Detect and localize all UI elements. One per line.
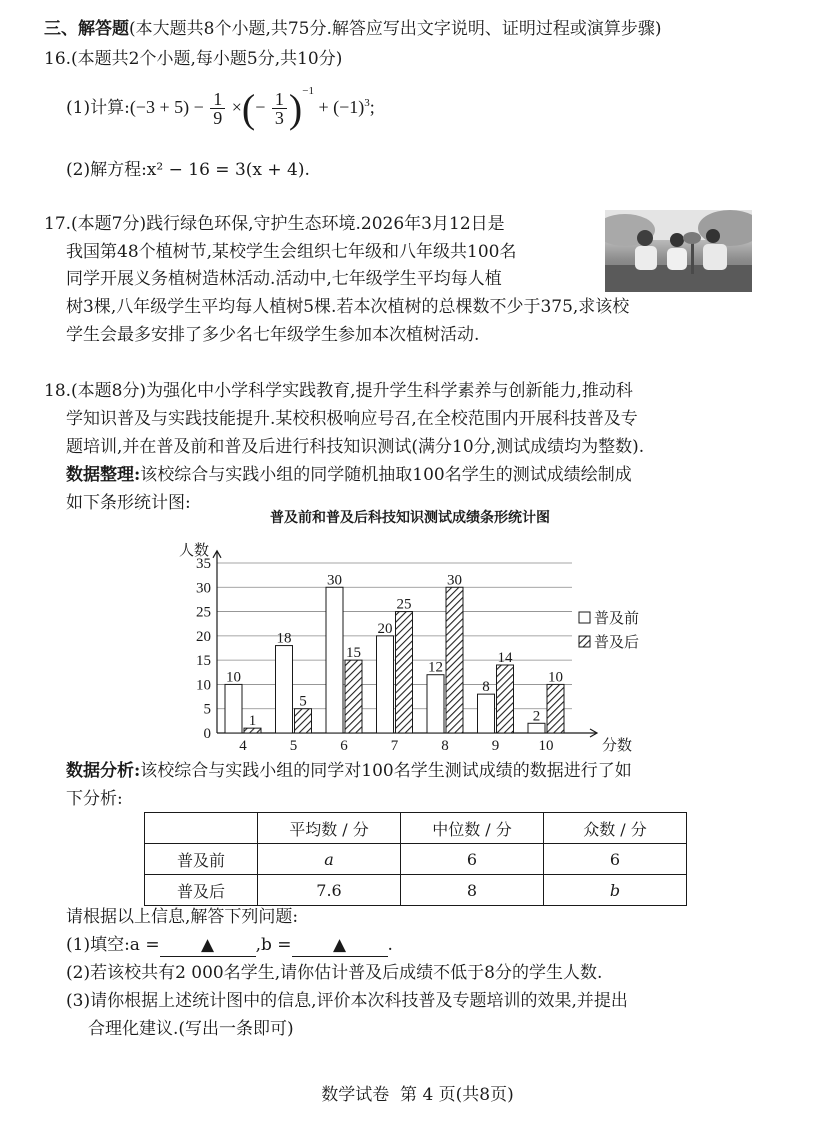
bar-before: [478, 694, 495, 733]
y-tick-label: 10: [196, 677, 211, 694]
data-label: 1: [248, 713, 257, 730]
bar-after: [497, 665, 514, 733]
sub1-a-label: (1)填空:a =: [66, 935, 160, 955]
q16-p1-prefix: (1)计算:: [66, 98, 130, 118]
bar-before: [326, 587, 343, 733]
bar-after: [295, 709, 312, 733]
data-analysis-text: 该校综合与实践小组的同学对100名学生测试成绩的数据进行了如: [140, 761, 632, 781]
data-label: 18: [276, 630, 292, 647]
answer-blank-a: ▲: [160, 934, 256, 957]
table-header: 平均数 / 分: [258, 813, 401, 844]
legend-swatch: [579, 636, 590, 647]
x-tick-label: 4: [239, 738, 247, 754]
table-cell: 普及前: [145, 844, 258, 875]
tree-planting-photo-art: [605, 210, 752, 292]
data-label: 5: [299, 693, 307, 710]
x-tick-label: 9: [491, 738, 500, 754]
section-header: [44, 18, 662, 40]
data-organize-label: 数据整理:: [66, 465, 141, 485]
frac2-den: 3: [274, 108, 284, 129]
y-tick-label: 20: [196, 628, 211, 645]
section-note: (本大题共8个小题,共75分.解答应写出文字说明、证明过程或演算步骤): [129, 19, 662, 39]
y-tick-label: 25: [196, 604, 211, 621]
table-cell: 普及后: [145, 875, 258, 906]
section-label: 三、解答题: [44, 19, 129, 39]
q18-sub2: (2)若该校共有2 000名学生,请你估计普及后成绩不低于8分的学生人数.: [66, 963, 603, 983]
q17-line-1: 17.(本题7分)践行绿色环保,守护生态环境.2026年3月12日是: [44, 214, 505, 234]
q18-sub3-line-1: (3)请你根据上述统计图中的信息,评价本次科技普及专题培训的效果,并提出: [66, 991, 628, 1011]
legend-swatch: [579, 612, 590, 623]
bar-before: [276, 646, 293, 733]
fraction-one-ninth: [210, 90, 225, 127]
page-footer: 数学试卷 第 4 页(共8页): [321, 1085, 514, 1105]
data-analysis-line: [66, 760, 632, 782]
stats-table: [144, 812, 687, 906]
q16-heading: 16.(本题共2个小题,每小题5分,共10分): [44, 49, 343, 69]
sub1-b-label: ,b =: [255, 935, 292, 955]
q18-line-2: 学知识普及与实践技能提升.某校积极响应号召,在全校范围内开展科技普及专: [66, 409, 638, 429]
fraction-one-third: [272, 90, 287, 127]
data-label: 25: [396, 596, 412, 613]
q17-line-4: 树3棵,八年级学生平均每人植树5棵.若本次植树的总棵数不少于375,求该校: [66, 297, 630, 317]
x-axis-label: 分数: [602, 738, 633, 754]
y-tick-label: 0: [203, 726, 211, 742]
data-label: 8: [482, 679, 490, 696]
q16-p1-part2: + (−1): [318, 97, 365, 117]
frac1-den: 9: [213, 108, 223, 129]
data-analysis-line-2: 下分析:: [66, 789, 123, 809]
table-row: [145, 875, 687, 906]
data-label: 12: [428, 659, 443, 676]
data-organize-line: [66, 464, 632, 486]
table-row: [145, 844, 687, 875]
sub1-end: .: [387, 935, 393, 955]
legend-label: 普及后: [594, 635, 640, 651]
x-tick-label: 6: [340, 738, 348, 754]
x-tick-label: 5: [289, 738, 298, 754]
q18-ask: 请根据以上信息,解答下列问题:: [66, 907, 299, 927]
data-label: 15: [346, 645, 361, 662]
data-label: 30: [327, 572, 342, 589]
chart-title: 普及前和普及后科技知识测试成绩条形统计图: [270, 511, 550, 526]
y-tick-label: 30: [196, 580, 211, 597]
q16-part1: [66, 78, 375, 131]
table-header: [145, 813, 258, 844]
table-cell: 6: [401, 844, 544, 875]
y-axis-label: 人数: [179, 542, 210, 559]
inner-sign: −: [255, 97, 266, 117]
x-tick-label: 7: [390, 738, 399, 754]
bar-before: [377, 636, 394, 733]
q17-line-2: 我国第48个植树节,某校学生会组织七年级和八年级共100名: [66, 242, 517, 262]
table-cell: a: [258, 844, 401, 875]
times-sign: ×: [231, 97, 242, 117]
y-tick-label: 5: [203, 701, 211, 718]
legend-label: 普及前: [594, 611, 640, 627]
y-tick-label: 15: [196, 653, 211, 670]
frac2-num: 1: [272, 90, 287, 109]
exponent-neg-one: −1: [302, 85, 314, 97]
table-cell: 7.6: [258, 875, 401, 906]
data-organize-line-2: 如下条形统计图:: [66, 493, 191, 513]
bar-after: [446, 587, 463, 733]
exponent-three: 3: [364, 97, 370, 109]
tree-planting-photo: [605, 210, 752, 292]
q18-line-1: 18.(本题8分)为强化中小学科学实践教育,提升学生科学素养与创新能力,推动科: [44, 381, 633, 401]
data-label: 10: [226, 669, 241, 686]
y-tick-label: 35: [196, 556, 211, 572]
bar-before: [528, 723, 545, 733]
q17-line-5: 学生会最多安排了多少名七年级学生参加本次植树活动.: [66, 325, 480, 345]
table-cell: b: [544, 875, 687, 906]
bar-chart: [0, 508, 835, 758]
left-paren: (: [241, 85, 256, 131]
bar-after: [396, 612, 413, 733]
frac1-num: 1: [210, 90, 225, 109]
x-tick-label: 10: [538, 738, 554, 754]
table-header: 众数 / 分: [544, 813, 687, 844]
data-organize-text: 该校综合与实践小组的同学随机抽取100名学生的测试成绩绘制成: [140, 465, 632, 485]
q18-sub1: [66, 934, 393, 957]
q16-part2: (2)解方程:x² − 16 = 3(x + 4).: [66, 160, 310, 180]
data-label: 30: [447, 572, 462, 589]
bar-before: [225, 684, 242, 733]
data-label: 20: [377, 620, 393, 637]
data-analysis-label: 数据分析:: [66, 761, 141, 781]
data-label: 10: [548, 669, 563, 686]
bar-after: [547, 684, 564, 733]
data-label: 2: [532, 708, 541, 725]
bar-after: [345, 660, 362, 733]
q16-p1-end: ;: [369, 97, 375, 117]
table-cell: 8: [401, 875, 544, 906]
q16-p1-part1: (−3 + 5) −: [129, 97, 204, 117]
data-label: 14: [497, 650, 513, 666]
right-paren: ): [288, 85, 303, 131]
q18-sub3-line-2: 合理化建议.(写出一条即可): [88, 1019, 294, 1039]
q18-line-3: 题培训,并在普及前和普及后进行科技知识测试(满分10分,测试成绩均为整数).: [66, 437, 645, 457]
x-tick-label: 8: [441, 738, 449, 754]
table-cell: 6: [544, 844, 687, 875]
table-header-row: [145, 813, 687, 844]
answer-blank-b: ▲: [292, 934, 388, 957]
bar-before: [427, 675, 444, 733]
table-header: 中位数 / 分: [401, 813, 544, 844]
q17-line-3: 同学开展义务植树造林活动.活动中,七年级学生平均每人植: [66, 269, 502, 289]
